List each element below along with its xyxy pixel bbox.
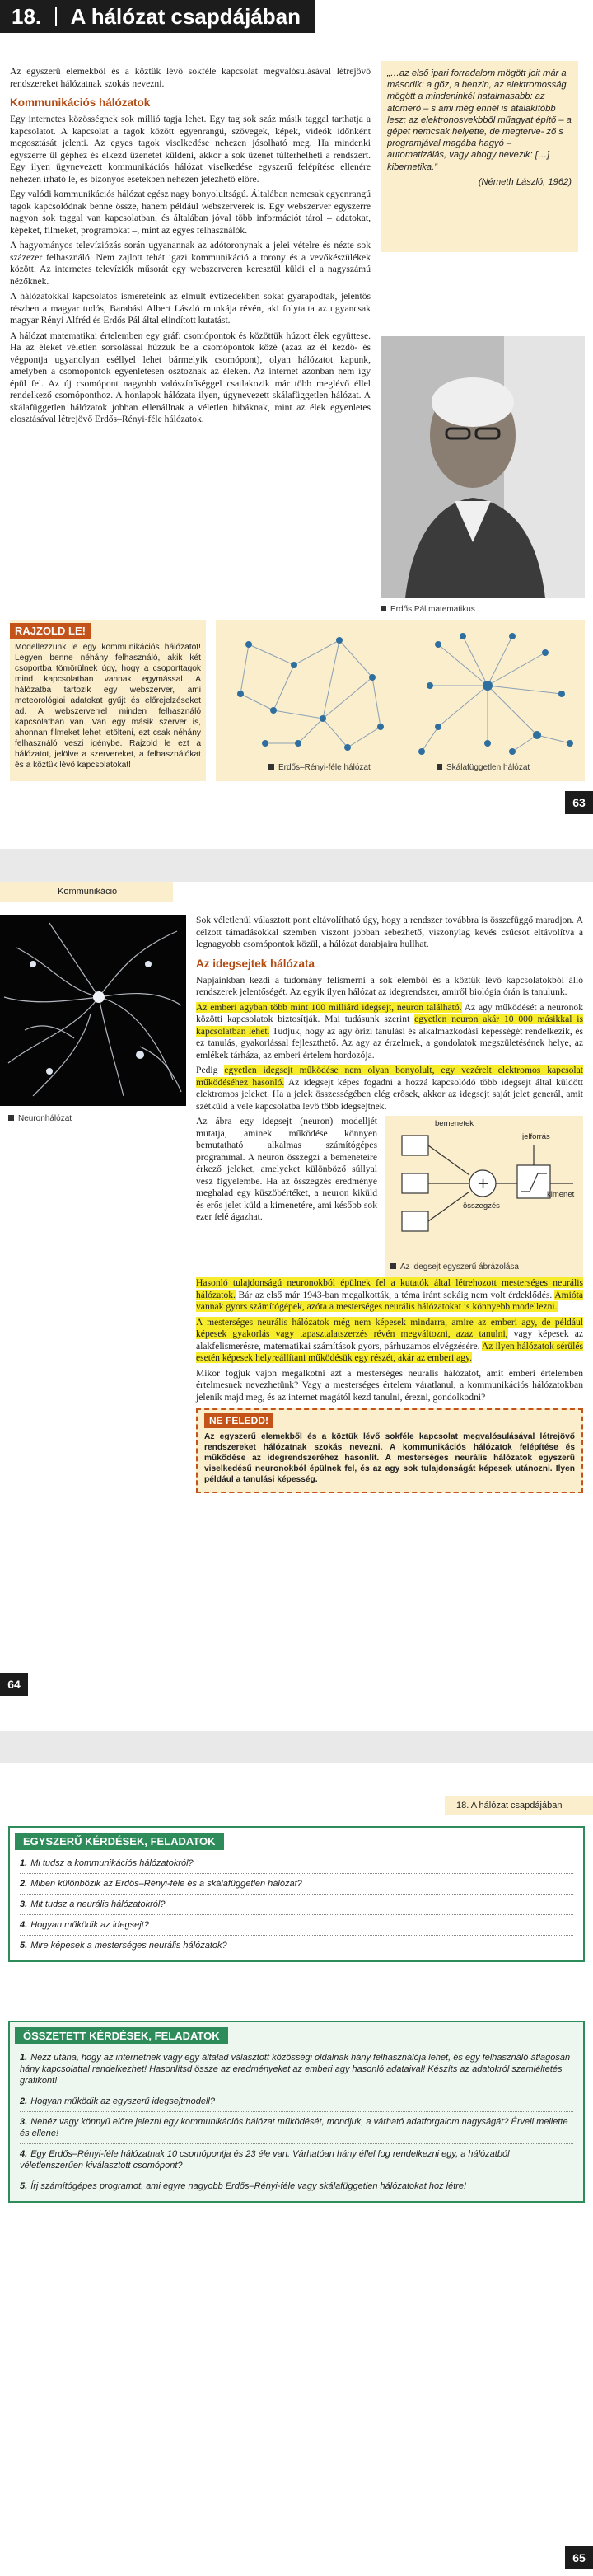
paragraph-2: Egy valódi kommunikációs hálózat egész nagy bonyolultságú. Általában nemcsak egyenrangú tagok kapcsolódnak benne össze, hanem például webszerverek is. Egy webszerver egyszerre nagyon sok taggal van kapcsolatban, és általában jóval több információt tárol – adatokat, képeket, filmeket, programokat –, mint az egyes felhasználók. xyxy=(10,189,371,236)
p64-paragraph-7: Mikor fogjuk vajon megalkotni azt a mesterséges neurális hálózatot, amit emberi értelemben értelmesnek nevezhetünk? Vagy a mesterséges értelem váratlanul, a kommunikációs hálózatokban jelenik majd meg, és az internet magától kezd tanulni, érezni, gondolkodni? xyxy=(196,1367,583,1403)
p64-paragraph-5 xyxy=(196,1277,583,1314)
erdos-renyi-graph xyxy=(240,640,381,747)
chapter-number: 18. xyxy=(12,4,42,29)
network-figures xyxy=(216,620,585,781)
section-title-kommunikacios: Kommunikációs hálózatok xyxy=(10,96,151,109)
neuron-network-image xyxy=(0,915,186,1106)
page-65 xyxy=(0,1763,593,2576)
label-osszegzes: összegzés xyxy=(463,1201,500,1211)
p6-text: vagy képesek az alakfelismerésre, matematikai számítások gyors, párhuzamos elvégzésére. xyxy=(196,1328,583,1351)
title-divider xyxy=(55,7,57,26)
main-column xyxy=(10,66,371,429)
p5-text: Bár az első már 1943-ban megalkották, a téma iránt sokáig nem volt érdeklődés. xyxy=(235,1289,553,1300)
easy-question: 2. Miben különbözik az Erdős–Rényi-féle és a skálafüggetlen hálózat? xyxy=(20,1874,573,1895)
caption-erdos-renyi: Erdős–Rényi-féle hálózat xyxy=(268,763,371,772)
quote-text: „…az első ipari forradalom mögött joit már a második: a gőz, a benzin, az elektromosság mögött a mindeninkél hatalmasabb: az atomerő – s ami még ennél is átalakítóbb lesz: az elektronosvekbből műagyat építő – a gépet nemcsak helyette, de megterve- ző s programjával magába hagyó – automatizálás, vagy ahogy nevezik: […] kibernetika.” xyxy=(387,68,572,172)
p64-main-column xyxy=(196,915,583,1493)
highlight-100-milliard: Az emberi agyban több mint 100 milliárd idegsejt, neuron található. xyxy=(196,1001,462,1013)
header-label-65: 18. A hálózat csapdájában xyxy=(445,1796,593,1815)
chapter-title-bar xyxy=(0,0,315,33)
highlight-serules: Az ilyen hálózatok sérülés esetén képesek helyreállítani működésük egy részét, akár az emberi agy. xyxy=(196,1340,583,1363)
easy-questions-section xyxy=(8,1826,585,1962)
ne-feledd-text: Az egyszerű elemekből és a köztük lévő sokféle kapcsolat megvalósulásával létrejövő rendszereket hálózatnak szokás nevezni. A kommunikációs hálózatok felépítése és működése az idegrendszeréhez hasonlít. A mesterséges neurális hálózatok egyszerű viselkedésű neuronokból épülnek fel, és az agy sok tulajdonságát képesek utánozni. Ilyen például a tanulási képesség. xyxy=(204,1432,575,1484)
page-number-65: 65 xyxy=(565,2546,593,2569)
p64-paragraph-2 xyxy=(196,1002,583,1062)
p64-paragraph-1: Napjainkban kezdi a tudomány felismerni a sok elemből és a köztük lévő kapcsolatokból álló rendszerek jelentőségét. Az egyik ilyen hálózat az idegrendszer, amiről biológia órán is tanulunk. xyxy=(196,974,583,997)
erdos-pal-photo xyxy=(381,336,585,598)
label-jelforras: jelforrás xyxy=(522,1132,550,1141)
rajzold-le-text: Modellezzünk le egy kommunikációs hálózatot! Legyen benne néhány felhasználó, akik két csoportba tömörülnek úgy, hogy a csoporttagok mind kapcsolatban vannak egymással. A hálózatba tartozik egy webszerver, ami meteorológiai adatokat gyűjt és előrejelzéseket ad. A webszerverrel minden felhasználó kapcsolatban van. Van egy másik szerver is, ahonnan filmeket lehet letölteni, ezt csak néhány felhasználó veszi igénybe. Rajzold le ezt a hálózatot, jelölve a szervereket, a felhasználókat és a köztük lévő kapcsolatokat! xyxy=(15,643,201,770)
easy-questions-title: EGYSZERŰ KÉRDÉSEK, FELADATOK xyxy=(15,1833,224,1850)
p64-paragraph-3 xyxy=(196,1065,583,1112)
hard-question: 5. Írj számítógépes programot, ami egyre nagyobb Erdős–Rényi-féle vagy skálafüggetlen hálózatokat hoz létre! xyxy=(20,2181,467,2191)
neuron-diagram-caption: Az idegsejt egyszerű ábrázolása xyxy=(390,1262,519,1272)
p3-text: Az idegsejt képes fogadni a hozzá kapcsolódó több idegsejt által küldött elektromos jeleket. Ha a jelek összességében elég erősek, akkor az idegsejt saját jelet generál, amit szétküld a vele kapcsolatba levő több idegsejtnek. xyxy=(196,1076,583,1112)
hard-questions-title: ÖSSZETETT KÉRDÉSEK, FELADATOK xyxy=(15,2027,228,2044)
ne-feledd-box xyxy=(196,1408,583,1493)
p2-text-a: Az agy működését a neuronok közötti kapcsolatok biztosítják. Mai tudásunk szerint xyxy=(196,1001,583,1024)
section-title-idegsejtek: Az idegsejtek hálózata xyxy=(196,957,315,970)
hard-questions-section xyxy=(8,2021,585,2203)
p64-paragraph-4: Az ábra egy idegsejt (neuron) modelljét mutatja, aminek működése könnyen bemutatható alkalmas számítógépes programmal. A neuron összegzi a bemeneteire érkező jeleket, amelyeket különböző súllyal vesz figyelembe. Ha az összegzés eredménye meghalad egy küszöbértéket, a neuron kiküld és erős jelet küld a kimenetére, ami később sok ezer felé ágazhat. xyxy=(196,1116,377,1222)
network-graphs-svg xyxy=(216,620,585,760)
quote-box xyxy=(381,61,578,252)
easy-question: 1. Mi tudsz a kommunikációs hálózatokról? xyxy=(20,1853,573,1874)
p2-text-b: Tudjuk, hogy az agy őrizi tanulási és alkalmazkodási képességét rendelkezik, és ez tanulás, gyakorlással fejleszthető. Az agy az érzelmek, a gondolatok megszületésének helye, az emlékek tárháza, az emberi értelem hordozója. xyxy=(196,1025,583,1061)
hard-questions-list xyxy=(10,2044,583,2201)
hard-question: 1. Nézz utána, hogy az internetnek vagy egy általad választott közösségi oldalnak hány felhasználója lehet, és egy felhasználó átlagosan hány kapcsolattal rendelkezhet! Hasonlítsd össze az eredményeket az emberi agy hasonló adataival! Készíts az adatokról szemléltetés grafikont! xyxy=(20,2048,573,2091)
neuron-model-row xyxy=(196,1116,583,1277)
p64-paragraph-6 xyxy=(196,1317,583,1365)
caption-scale-free: Skálafüggetlen hálózat xyxy=(437,763,530,772)
highlight-gyors-gepek: Amióta vannak gyors számítógépek, azóta a mesterséges neurális hálózatokat is könnyebb modellezni. xyxy=(196,1289,583,1312)
highlight-10000: egyetlen neuron akár 10 000 másikkal is kapcsolatban lehet. xyxy=(196,1014,583,1037)
quote-author: (Németh László, 1962) xyxy=(478,176,572,187)
intro-paragraph: Az egyszerű elemekből és a köztük lévő sokféle kapcsolat megvalósulásával létrejövő rendszereket hálózatnak szokás nevezni. xyxy=(10,66,371,89)
easy-questions-list xyxy=(10,1850,583,1960)
rajzold-le-title: RAJZOLD LE! xyxy=(10,623,91,639)
page-number-64: 64 xyxy=(0,1673,28,1696)
highlight-neuron-simple: egyetlen idegsejt működése nem olyan bonyolult, egy vezérelt elektromos kapcsolat működéséhez hasonló. xyxy=(196,1065,583,1088)
erdos-renyi-nodes xyxy=(237,637,384,751)
paragraph-5: A hálózat matematikai értelemben egy gráf: csomópontok és közöttük húzott élek együttese. Ha az éleket véletlen sorsolással húzzuk be a csomópontok közé (azaz az él kezdő- és végpontja ugyanolyan eséllyel lehet bármelyik csomópont), olyan hálózatot kapunk, amelyben a csomópontok egyenletesen osztoznak az éleken. Az internet azonban nem így épül fel. Az új csomópont nagyobb valószínűséggel csatlakozik már több meglévő éllel rendelkező csomóponthoz. A honlapok hálózata ilyen, úgynevezett skálafüggetlen hálózat. A skálafüggetlen hálózatok jobban ellenállnak a véletlen hibáknak, mint az élek egyenletes elosztásával létrejövő Erdős–Rényi-féle hálózatok. xyxy=(10,330,371,424)
neuron-image-caption: Neuronhálózat xyxy=(8,1114,72,1123)
portrait-illustration xyxy=(381,336,585,598)
page-63 xyxy=(0,0,593,849)
header-label: Kommunikáció xyxy=(0,882,173,902)
hard-question: 4. Egy Erdős–Rényi-féle hálózatnak 10 csomópontja és 23 éle van. Várhatóan hány éllel fog rendelkezni egy, a hálózatból véletlenszerűen kiválasztott csomópont? xyxy=(20,2144,573,2176)
rajzold-le-box xyxy=(10,620,206,781)
easy-question: 3. Mit tudsz a neurális hálózatokról? xyxy=(20,1895,573,1915)
neuron-illustration xyxy=(0,915,186,1106)
page-64 xyxy=(0,882,593,1731)
svg-text:+: + xyxy=(477,1175,490,1192)
page-number-63: 63 xyxy=(565,791,593,814)
highlight-mesterseges: Hasonló tulajdonságú neuronokból épülnek fel a kutatók által létrehozott mesterséges neurális hálózatok. xyxy=(196,1277,583,1300)
chapter-title: A hálózat csapdájában xyxy=(70,4,301,29)
easy-question: 4. Hogyan működik az idegsejt? xyxy=(20,1915,573,1936)
hard-question: 2. Hogyan működik az egyszerű idegsejtmodell? xyxy=(20,2091,573,2112)
photo-caption: Erdős Pál matematikus xyxy=(381,605,475,614)
page-gap xyxy=(0,849,593,882)
label-kimenet: kimenet xyxy=(547,1190,575,1199)
paragraph-1: Egy internetes közösségnek sok millió tagja lehet. Egy tag sok száz másik taggal tarthatja a kapcsolatot. A kapcsolat a tagok között egyenrangú, szövegek, képek, videók időnként megosztását jelenti. Az egyes tagok viselkedése nehezen jósolható meg. Ha mindenki egyszerre ül géphez és elkezd üzenetet küldeni, akkor a sok üzenet túlterhelheti a rendszert. Egy ilyen ügynevezett kommunikációs hálózat viselkedése egyszerű felépítése ellenére nehezen írható le, és bizonyos esetekben nehezen jelezhető előre. xyxy=(10,114,371,185)
hard-question: 3. Nehéz vagy könnyű előre jelezni egy kommunikációs hálózat működését, mondjuk, a várható adatforgalom nagyságát? Érveli mellette és ellene! xyxy=(20,2112,573,2144)
page-gap xyxy=(0,1731,593,1763)
paragraph-3: A hagyományos televíziózás során ugyanannak az adótoronynak a jelei vételre és nézte sok százezer felhasználó. Nem zajlott tehát igazi kommunikáció a torony és a vevőkészülékek között. Az internetes televíziók műsorát egy webszerveren keresztül küldi el a nagyszámú nézőknek. xyxy=(10,240,371,287)
ne-feledd-title: NE FELEDD! xyxy=(204,1413,273,1428)
paragraph-4: A hálózatokkal kapcsolatos ismereteink az elmúlt évtizedekben sokat gyarapodtak, jelentős részben a magyar tudós, Barabási Albert László munkája révén, aki folytatta az ugyancsak magyar Rényi Alfréd és Erdős Pál által elindított kutatást. xyxy=(10,291,371,326)
easy-question: 5. Mire képesek a mesterséges neurális hálózatok? xyxy=(20,1941,227,1951)
highlight-tanulni: A mesterséges neurális hálózatok még nem képesek mindarra, amire az emberi agy, de például képesek gyakorlás vagy tapasztalatszerzés révén megváltozni, azaz tanulni, xyxy=(196,1316,583,1339)
p3-lead: Pedig xyxy=(196,1065,218,1075)
neuron-diagram xyxy=(385,1116,583,1277)
label-bemenetek: bemenetek xyxy=(435,1119,474,1128)
p64-top-text: Sok véletlenül választott pont eltávolítható úgy, hogy a rendszer továbbra is összefüggő maradjon. A célzott támadásokkal szemben viszont jobban sebezhető, viszonylag kevés csúcsot eltávolítva a legnagyobb csomópontok közül, a hálózat darabjaira hullhat. xyxy=(196,915,583,949)
